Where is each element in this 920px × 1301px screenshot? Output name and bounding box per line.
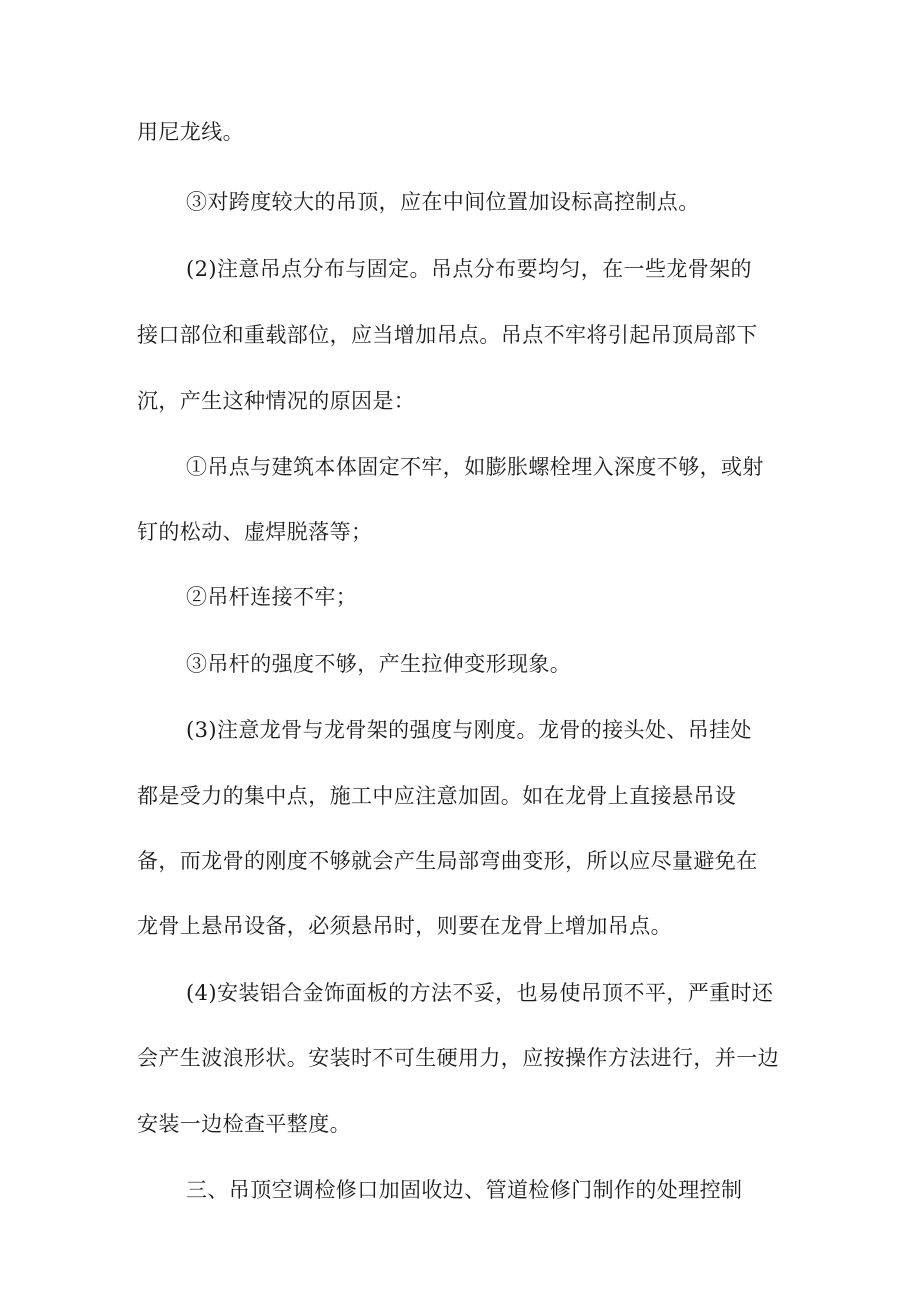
- text-line: 用尼龙线。: [137, 120, 244, 144]
- text-line: (3)注意龙骨与龙骨架的强度与刚度。龙骨的接头处、吊挂处: [186, 718, 752, 742]
- text-line: 钉的松动、虚焊脱落等；: [137, 520, 373, 544]
- text-line: 沉，产生这种情况的原因是：: [137, 389, 416, 413]
- text-line: ③吊杆的强度不够，产生拉伸变形现象。: [186, 652, 572, 676]
- text-line: 会产生波浪形状。安装时不可生硬用力，应按操作方法进行，并一边: [137, 1046, 779, 1070]
- text-line: (4)安装铝合金饰面板的方法不妥，也易使吊顶不平，严重时还: [186, 981, 774, 1005]
- text-line: 都是受力的集中点，施工中应注意加固。如在龙骨上直接悬吊设: [137, 784, 737, 808]
- text-line: 备，而龙骨的刚度不够就会产生局部弯曲变形，所以应尽量避免在: [137, 849, 758, 873]
- text-line: ②吊杆连接不牢；: [186, 585, 358, 609]
- text-line: ①吊点与建筑本体固定不牢，如膨胀螺栓埋入深度不够，或射: [186, 455, 764, 479]
- section-heading: 三、吊顶空调检修口加固收边、管道检修门制作的处理控制: [186, 1178, 743, 1202]
- text-line: (2)注意吊点分布与固定。吊点分布要均匀，在一些龙骨架的: [186, 257, 752, 281]
- text-line: 龙骨上悬吊设备，必须悬吊时，则要在龙骨上增加吊点。: [137, 914, 672, 938]
- text-line: 接口部位和重载部位，应当增加吊点。吊点不牢将引起吊顶局部下: [137, 323, 758, 347]
- text-line: 安装一边检查平整度。: [137, 1112, 351, 1136]
- text-line: ③对跨度较大的吊顶，应在中间位置加设标高控制点。: [186, 190, 700, 214]
